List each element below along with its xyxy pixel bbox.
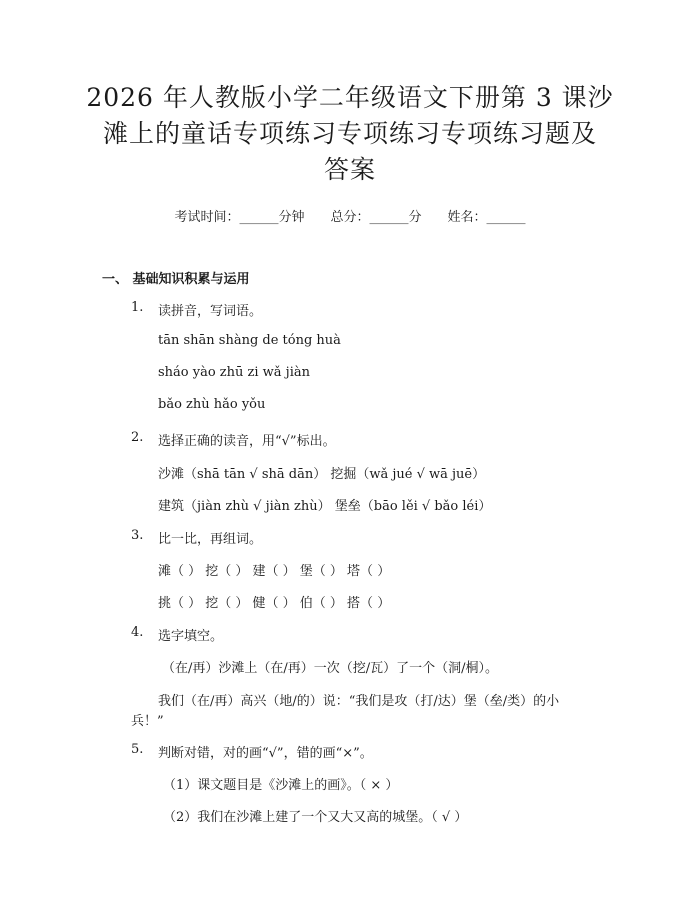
q4-line-1: （在/再）沙滩上（在/再）一次（挖/瓦）了一个（洞/桐）。: [162, 661, 499, 676]
question-number-5: 5.: [131, 742, 144, 757]
title-line-2: 滩上的童话专项练习专项练习专项练习题及: [102, 119, 597, 148]
question-number-4: 4.: [131, 625, 144, 640]
exam-time: 考试时间：______分钟: [174, 210, 305, 225]
question-number-1: 1.: [131, 300, 144, 315]
q2-line-1: 沙滩（shā tān √ shā dān） 挖掘（wǎ jué √ wā juē）: [158, 467, 486, 482]
q5-line-1: （1）课文题目是《沙滩上的画》。（ × ）: [163, 778, 399, 793]
page-title: [0, 80, 700, 188]
question-prompt-2: 选择正确的读音，用“√”标出。: [158, 434, 336, 449]
q4-line-2: 我们（在/再）高兴（地/的）说：“我们是攻（打/达）堡（垒/类）的小: [158, 694, 560, 709]
question-prompt-1: 读拼音，写词语。: [158, 304, 263, 319]
q5-line-2: （2）我们在沙滩上建了一个又大又高的城堡。（ √ ）: [163, 810, 468, 825]
q3-line-2: 挑（ ） 挖（ ） 健（ ） 伯（ ） 搭（ ）: [158, 596, 391, 611]
q1-line-2: sháo yào zhū zi wǎ jiàn: [158, 365, 310, 380]
exam-meta: [0, 206, 700, 225]
section-heading: 一、 基础知识积累与运用: [102, 272, 250, 287]
question-prompt-3: 比一比，再组词。: [158, 532, 263, 547]
q1-line-1: tān shān shàng de tóng huà: [158, 333, 341, 348]
q3-line-1: 滩（ ） 挖（ ） 建（ ） 堡（ ） 塔（ ）: [158, 564, 391, 579]
title-line-3: 答案: [323, 155, 376, 184]
q2-line-2: 建筑（jiàn zhù √ jiàn zhù） 堡垒（bāo lěi √ bǎo léi）: [158, 499, 492, 514]
q4-line-3: 兵！”: [131, 714, 164, 729]
student-name: 姓名：______: [447, 210, 526, 225]
question-number-2: 2.: [131, 430, 144, 445]
question-number-3: 3.: [131, 528, 144, 543]
title-line-1: 2026 年人教版小学二年级语文下册第 3 课沙: [86, 83, 614, 112]
q1-line-3: bǎo zhù hǎo yǒu: [158, 397, 266, 412]
question-prompt-4: 选字填空。: [158, 629, 224, 644]
question-prompt-5: 判断对错，对的画“√”，错的画“×”。: [158, 746, 373, 761]
exam-score: 总分：______分: [330, 210, 422, 225]
